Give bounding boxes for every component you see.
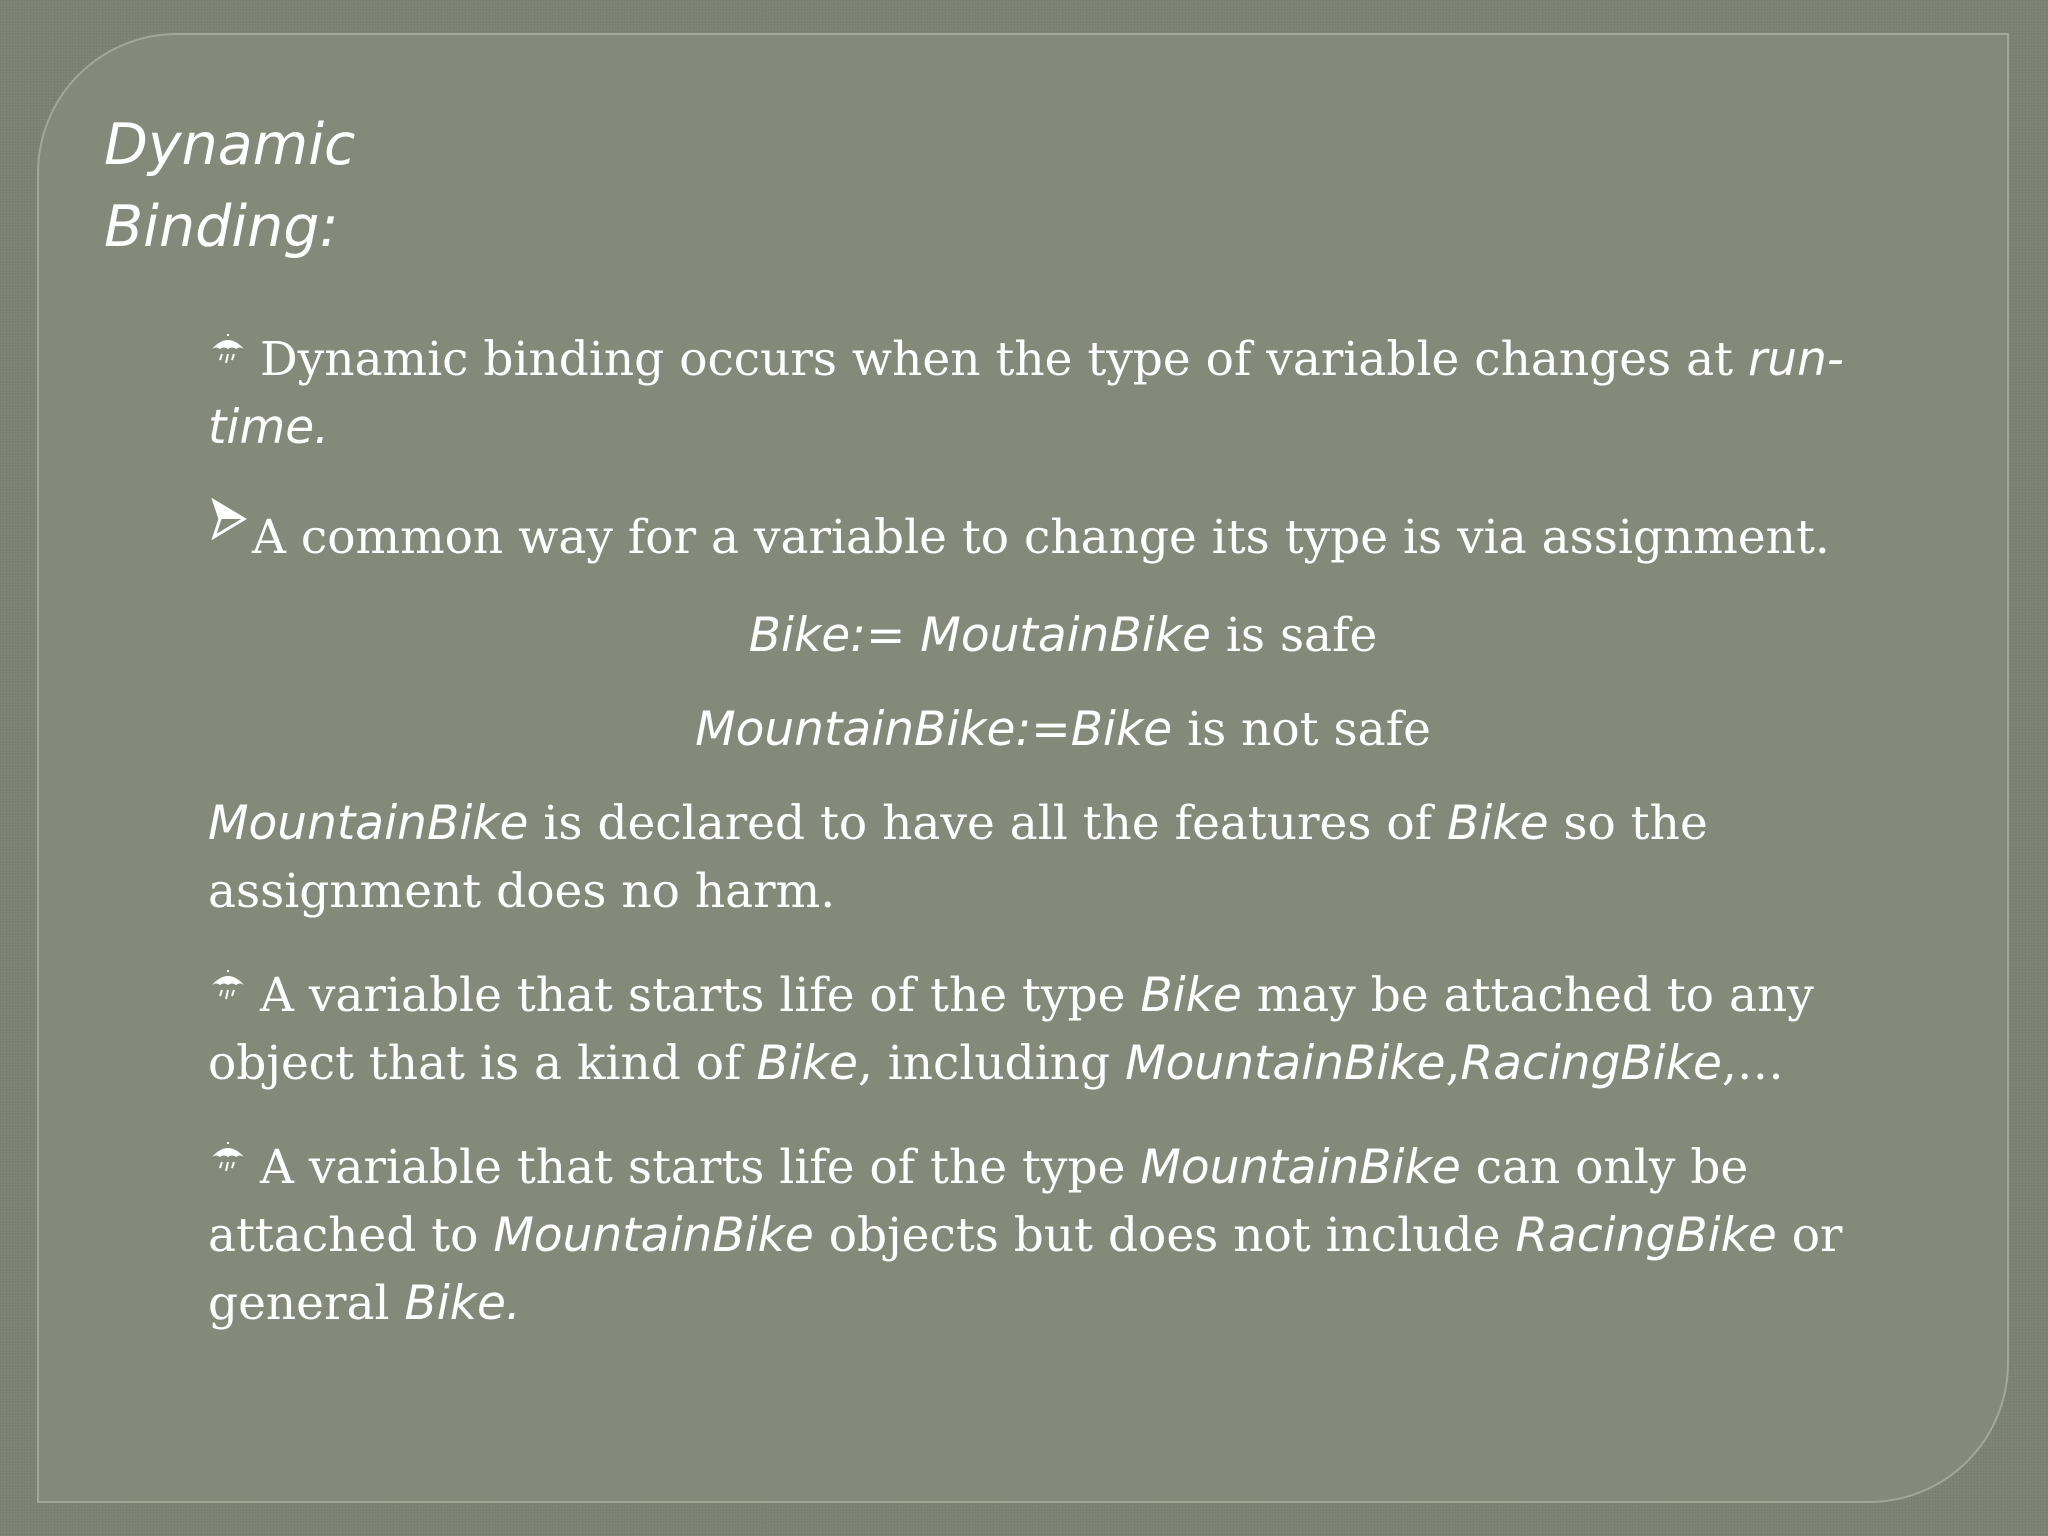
code-verdict: is not safe: [1172, 702, 1431, 757]
italic-term: RacingBike: [1460, 1036, 1722, 1091]
paragraph-text: , including: [857, 1036, 1126, 1091]
paragraph-dynamic-binding: [208, 320, 1918, 462]
paragraph-text: A common way for a variable to change its type is via assignment.: [252, 510, 1830, 565]
code-expression: Bike:= MoutainBike: [748, 608, 1211, 663]
paragraph-assignment: [208, 492, 1918, 572]
italic-term: Bike: [1140, 968, 1242, 1023]
code-verdict: is safe: [1210, 608, 1378, 663]
italic-term: MountainBike: [208, 796, 529, 851]
paragraph-text: A variable that starts life of the type: [260, 1140, 1141, 1195]
arrowhead-bullet-icon: [208, 492, 248, 536]
title-line-2: Binding:: [104, 194, 339, 260]
title-line-1: Dynamic: [104, 112, 356, 178]
paragraph-text: Dynamic binding occurs when the type of variable changes at: [260, 332, 1733, 387]
umbrella-rain-icon: [208, 320, 248, 356]
code-line-not-safe: [208, 696, 1918, 764]
slide-content: [208, 320, 1918, 1368]
paragraph-mountainbike-declared: [208, 790, 1918, 926]
paragraph-text: A variable that starts life of the type: [260, 968, 1141, 1023]
italic-term: Bike: [1447, 796, 1549, 851]
paragraph-mountainbike-variable: [208, 1128, 1918, 1338]
italic-term: RacingBike: [1515, 1208, 1777, 1263]
paragraph-text: may be attached to any object that is a kind of: [208, 968, 1814, 1091]
code-expression: MountainBike:=Bike: [695, 702, 1173, 757]
umbrella-rain-icon: [208, 956, 248, 992]
umbrella-rain-icon: [208, 1128, 248, 1164]
code-line-safe: [208, 602, 1918, 670]
paragraph-text: can only be attached to: [208, 1140, 1749, 1263]
paragraph-text: objects but does not include: [813, 1208, 1516, 1263]
paragraph-text: so the assignment does no harm.: [208, 796, 1708, 919]
italic-term: run-time.: [208, 332, 1844, 455]
italic-term: Bike.: [404, 1276, 521, 1331]
italic-term: MountainBike: [493, 1208, 814, 1263]
paragraph-text: ,…: [1721, 1036, 1784, 1091]
slide-title: [104, 104, 504, 268]
italic-term: MountainBike: [1140, 1140, 1461, 1195]
paragraph-bike-variable: [208, 956, 1918, 1098]
italic-term: MountainBike: [1125, 1036, 1446, 1091]
paragraph-text: or general: [208, 1208, 1843, 1331]
paragraph-text: ,: [1445, 1036, 1461, 1091]
italic-term: Bike: [756, 1036, 858, 1091]
paragraph-text: is declared to have all the features of: [528, 796, 1448, 851]
